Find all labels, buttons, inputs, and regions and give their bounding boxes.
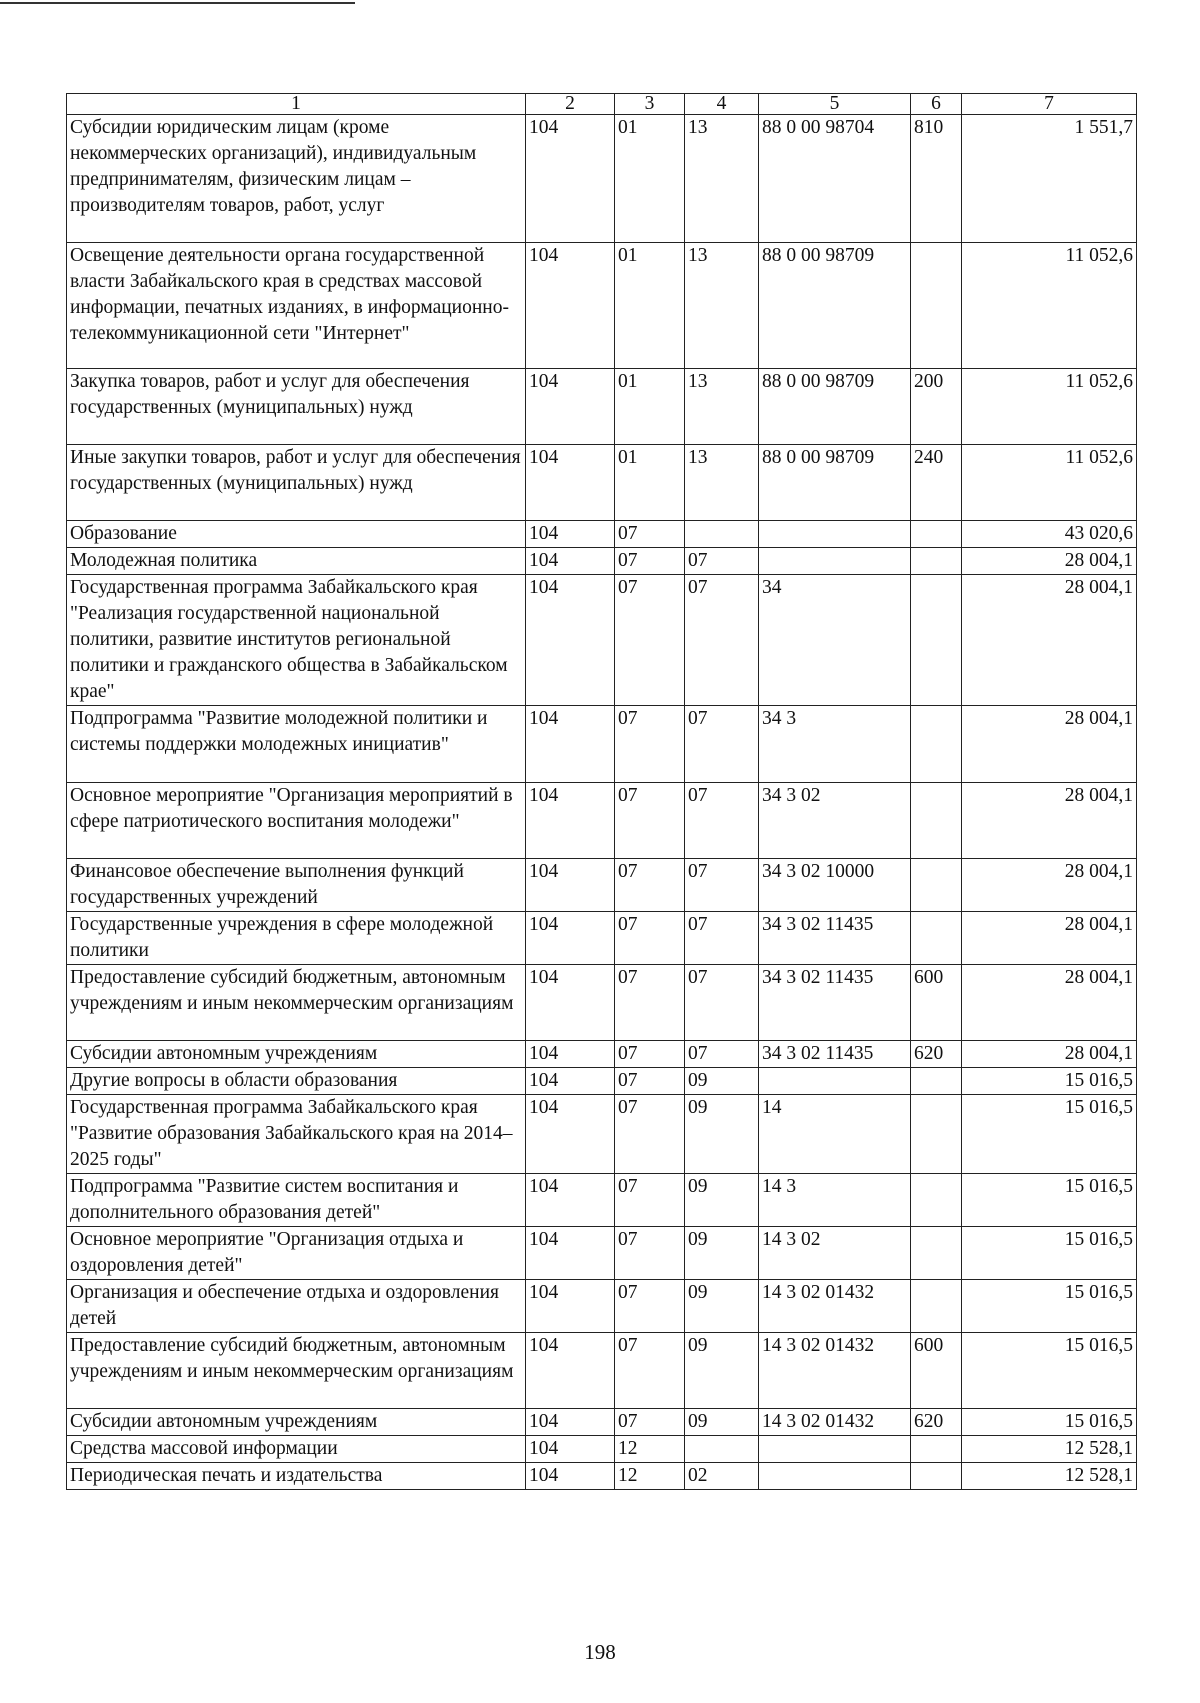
- row-cell-c4: 07: [685, 859, 759, 912]
- row-cell-c4: 13: [685, 243, 759, 369]
- row-cell-c3: 07: [615, 575, 685, 706]
- row-cell-c5: 88 0 00 98709: [759, 243, 911, 369]
- table-row: [67, 783, 1137, 859]
- row-cell-c5: [759, 521, 911, 548]
- header-cell-3: 3: [615, 94, 685, 115]
- table-row: [67, 1095, 1137, 1174]
- row-cell-c4: 09: [685, 1333, 759, 1409]
- row-cell-c4: 13: [685, 115, 759, 243]
- table-row: [67, 1409, 1137, 1436]
- row-cell-c5: 14: [759, 1095, 911, 1174]
- row-cell-c7: 12 528,1: [962, 1436, 1137, 1463]
- row-name-cell: Подпрограмма "Развитие молодежной политики и системы поддержки молодежных инициатив": [67, 706, 526, 783]
- row-cell-c5: 34 3 02 11435: [759, 1041, 911, 1068]
- row-cell-c7: 15 016,5: [962, 1280, 1137, 1333]
- row-cell-c3: 12: [615, 1436, 685, 1463]
- row-name-cell: Предоставление субсидий бюджетным, автономным учреждениям и иным некоммерческим организациям: [67, 1333, 526, 1409]
- row-cell-c7: 28 004,1: [962, 783, 1137, 859]
- row-cell-c4: 09: [685, 1174, 759, 1227]
- row-cell-c2: 104: [526, 1068, 615, 1095]
- row-cell-c3: 07: [615, 859, 685, 912]
- row-cell-c4: 09: [685, 1095, 759, 1174]
- row-cell-c3: 07: [615, 965, 685, 1041]
- table-row: [67, 1280, 1137, 1333]
- row-cell-c2: 104: [526, 369, 615, 445]
- row-cell-c6: [911, 783, 962, 859]
- row-name-cell: Другие вопросы в области образования: [67, 1068, 526, 1095]
- row-name-cell: Периодическая печать и издательства: [67, 1463, 526, 1490]
- table-row: [67, 521, 1137, 548]
- row-cell-c4: [685, 521, 759, 548]
- row-name-cell: Освещение деятельности органа государственной власти Забайкальского края в средствах массовой информации, печатных изданиях, в информационно-телекоммуникационной сети "Интернет": [67, 243, 526, 369]
- row-name-cell: Основное мероприятие "Организация отдыха и оздоровления детей": [67, 1227, 526, 1280]
- row-name-cell: Организация и обеспечение отдыха и оздоровления детей: [67, 1280, 526, 1333]
- row-cell-c4: 07: [685, 783, 759, 859]
- header-cell-2: 2: [526, 94, 615, 115]
- row-cell-c5: [759, 1436, 911, 1463]
- table-row: [67, 912, 1137, 965]
- row-cell-c6: [911, 521, 962, 548]
- row-name-cell: Государственные учреждения в сфере молодежной политики: [67, 912, 526, 965]
- table-row: [67, 1436, 1137, 1463]
- row-name-cell: Предоставление субсидий бюджетным, автономным учреждениям и иным некоммерческим организациям: [67, 965, 526, 1041]
- row-cell-c5: 14 3 02 01432: [759, 1280, 911, 1333]
- row-cell-c7: 15 016,5: [962, 1095, 1137, 1174]
- row-cell-c6: [911, 912, 962, 965]
- table-body: [67, 115, 1137, 1490]
- row-cell-c4: 09: [685, 1280, 759, 1333]
- row-cell-c3: 07: [615, 1068, 685, 1095]
- row-cell-c2: 104: [526, 859, 615, 912]
- header-cell-7: 7: [962, 94, 1137, 115]
- row-cell-c3: 07: [615, 1095, 685, 1174]
- row-cell-c3: 01: [615, 369, 685, 445]
- row-cell-c4: 09: [685, 1227, 759, 1280]
- table-row: [67, 445, 1137, 521]
- header-row: [67, 94, 1137, 115]
- row-cell-c2: 104: [526, 783, 615, 859]
- header-cell-6: 6: [911, 94, 962, 115]
- row-cell-c2: 104: [526, 1333, 615, 1409]
- header-cell-5: 5: [759, 94, 911, 115]
- row-cell-c7: 12 528,1: [962, 1463, 1137, 1490]
- row-cell-c7: 15 016,5: [962, 1227, 1137, 1280]
- row-cell-c6: [911, 1436, 962, 1463]
- row-cell-c3: 07: [615, 783, 685, 859]
- table-row: [67, 548, 1137, 575]
- row-name-cell: Субсидии автономным учреждениям: [67, 1041, 526, 1068]
- row-cell-c6: [911, 1095, 962, 1174]
- row-cell-c6: [911, 1174, 962, 1227]
- row-cell-c4: 07: [685, 1041, 759, 1068]
- row-cell-c6: [911, 1463, 962, 1490]
- row-cell-c2: 104: [526, 1095, 615, 1174]
- row-name-cell: Молодежная политика: [67, 548, 526, 575]
- row-name-cell: Субсидии автономным учреждениям: [67, 1409, 526, 1436]
- row-cell-c2: 104: [526, 965, 615, 1041]
- row-cell-c4: 07: [685, 706, 759, 783]
- table-row: [67, 1041, 1137, 1068]
- row-cell-c5: 34 3 02 11435: [759, 912, 911, 965]
- row-cell-c7: 28 004,1: [962, 912, 1137, 965]
- row-name-cell: Средства массовой информации: [67, 1436, 526, 1463]
- row-cell-c5: 88 0 00 98709: [759, 369, 911, 445]
- table-row: [67, 1463, 1137, 1490]
- table-row: [67, 965, 1137, 1041]
- budget-table: [66, 93, 1137, 1490]
- row-cell-c3: 07: [615, 1041, 685, 1068]
- row-cell-c2: 104: [526, 1041, 615, 1068]
- row-cell-c3: 07: [615, 1333, 685, 1409]
- row-cell-c7: 43 020,6: [962, 521, 1137, 548]
- row-cell-c6: [911, 243, 962, 369]
- row-cell-c4: 07: [685, 965, 759, 1041]
- row-cell-c5: 34 3 02: [759, 783, 911, 859]
- row-cell-c7: 28 004,1: [962, 859, 1137, 912]
- row-cell-c5: 34 3: [759, 706, 911, 783]
- row-cell-c7: 15 016,5: [962, 1409, 1137, 1436]
- row-cell-c5: [759, 1068, 911, 1095]
- table-row: [67, 1068, 1137, 1095]
- row-cell-c4: 02: [685, 1463, 759, 1490]
- row-cell-c3: 07: [615, 521, 685, 548]
- row-cell-c3: 07: [615, 548, 685, 575]
- row-cell-c4: 09: [685, 1409, 759, 1436]
- row-cell-c4: [685, 1436, 759, 1463]
- row-cell-c6: 600: [911, 965, 962, 1041]
- row-cell-c7: 11 052,6: [962, 243, 1137, 369]
- row-name-cell: Образование: [67, 521, 526, 548]
- row-cell-c2: 104: [526, 1463, 615, 1490]
- table-row: [67, 369, 1137, 445]
- table-row: [67, 115, 1137, 243]
- row-cell-c3: 01: [615, 445, 685, 521]
- row-cell-c7: 28 004,1: [962, 1041, 1137, 1068]
- row-cell-c5: 88 0 00 98709: [759, 445, 911, 521]
- row-name-cell: Основное мероприятие "Организация мероприятий в сфере патриотического воспитания молодежи": [67, 783, 526, 859]
- page-number: 198: [584, 1640, 616, 1664]
- row-cell-c5: 14 3 02 01432: [759, 1333, 911, 1409]
- row-cell-c5: 34 3 02 11435: [759, 965, 911, 1041]
- table-row: [67, 575, 1137, 706]
- row-name-cell: Подпрограмма "Развитие систем воспитания и дополнительного образования детей": [67, 1174, 526, 1227]
- row-cell-c3: 07: [615, 706, 685, 783]
- table-row: [67, 1174, 1137, 1227]
- row-cell-c3: 01: [615, 243, 685, 369]
- table-row: [67, 243, 1137, 369]
- row-cell-c6: [911, 1280, 962, 1333]
- row-cell-c5: [759, 1463, 911, 1490]
- row-cell-c7: 15 016,5: [962, 1068, 1137, 1095]
- header-cell-1: 1: [67, 94, 526, 115]
- row-cell-c5: [759, 548, 911, 575]
- row-cell-c2: 104: [526, 1409, 615, 1436]
- row-cell-c2: 104: [526, 1436, 615, 1463]
- row-cell-c7: 11 052,6: [962, 445, 1137, 521]
- row-cell-c3: 01: [615, 115, 685, 243]
- row-cell-c5: 14 3 02: [759, 1227, 911, 1280]
- row-cell-c2: 104: [526, 521, 615, 548]
- row-cell-c6: 810: [911, 115, 962, 243]
- row-cell-c5: 14 3: [759, 1174, 911, 1227]
- row-cell-c7: 28 004,1: [962, 965, 1137, 1041]
- row-cell-c6: 240: [911, 445, 962, 521]
- row-cell-c3: 12: [615, 1463, 685, 1490]
- row-cell-c6: 620: [911, 1409, 962, 1436]
- row-cell-c3: 07: [615, 1280, 685, 1333]
- row-cell-c5: 14 3 02 01432: [759, 1409, 911, 1436]
- row-cell-c2: 104: [526, 706, 615, 783]
- row-cell-c3: 07: [615, 1174, 685, 1227]
- row-cell-c6: 620: [911, 1041, 962, 1068]
- row-cell-c3: 07: [615, 912, 685, 965]
- row-cell-c7: 28 004,1: [962, 706, 1137, 783]
- row-cell-c4: 07: [685, 548, 759, 575]
- row-cell-c7: 11 052,6: [962, 369, 1137, 445]
- row-cell-c5: 34 3 02 10000: [759, 859, 911, 912]
- row-cell-c2: 104: [526, 1174, 615, 1227]
- row-cell-c4: 07: [685, 912, 759, 965]
- row-name-cell: Закупка товаров, работ и услуг для обеспечения государственных (муниципальных) нужд: [67, 369, 526, 445]
- row-cell-c4: 09: [685, 1068, 759, 1095]
- row-cell-c6: [911, 548, 962, 575]
- row-cell-c7: 28 004,1: [962, 548, 1137, 575]
- row-cell-c6: 600: [911, 1333, 962, 1409]
- table-row: [67, 1227, 1137, 1280]
- row-cell-c4: 07: [685, 575, 759, 706]
- row-cell-c5: 34: [759, 575, 911, 706]
- header-cell-4: 4: [685, 94, 759, 115]
- table-row: [67, 859, 1137, 912]
- row-cell-c2: 104: [526, 243, 615, 369]
- row-cell-c6: [911, 575, 962, 706]
- row-name-cell: Государственная программа Забайкальского края "Развитие образования Забайкальского края на 2014–2025 годы": [67, 1095, 526, 1174]
- row-cell-c2: 104: [526, 548, 615, 575]
- table-row: [67, 706, 1137, 783]
- row-cell-c6: 200: [911, 369, 962, 445]
- row-cell-c6: [911, 859, 962, 912]
- row-cell-c3: 07: [615, 1227, 685, 1280]
- row-cell-c6: [911, 1227, 962, 1280]
- row-cell-c7: 1 551,7: [962, 115, 1137, 243]
- row-name-cell: Государственная программа Забайкальского края "Реализация государственной национальной политики, развитие институтов региональной политики и гражданского общества в Забайкальском крае": [67, 575, 526, 706]
- row-cell-c7: 15 016,5: [962, 1333, 1137, 1409]
- row-cell-c6: [911, 706, 962, 783]
- row-name-cell: Субсидии юридическим лицам (кроме некоммерческих организаций), индивидуальным предпринимателям, физическим лицам – производителям товаров, работ, услуг: [67, 115, 526, 243]
- row-cell-c5: 88 0 00 98704: [759, 115, 911, 243]
- row-cell-c2: 104: [526, 1280, 615, 1333]
- row-cell-c2: 104: [526, 445, 615, 521]
- row-cell-c2: 104: [526, 115, 615, 243]
- row-cell-c6: [911, 1068, 962, 1095]
- row-cell-c4: 13: [685, 445, 759, 521]
- row-cell-c2: 104: [526, 1227, 615, 1280]
- table-row: [67, 1333, 1137, 1409]
- row-name-cell: Финансовое обеспечение выполнения функций государственных учреждений: [67, 859, 526, 912]
- row-cell-c7: 15 016,5: [962, 1174, 1137, 1227]
- row-name-cell: Иные закупки товаров, работ и услуг для обеспечения государственных (муниципальных) нужд: [67, 445, 526, 521]
- row-cell-c2: 104: [526, 912, 615, 965]
- top-rule: [0, 2, 355, 4]
- row-cell-c2: 104: [526, 575, 615, 706]
- row-cell-c3: 07: [615, 1409, 685, 1436]
- row-cell-c4: 13: [685, 369, 759, 445]
- row-cell-c7: 28 004,1: [962, 575, 1137, 706]
